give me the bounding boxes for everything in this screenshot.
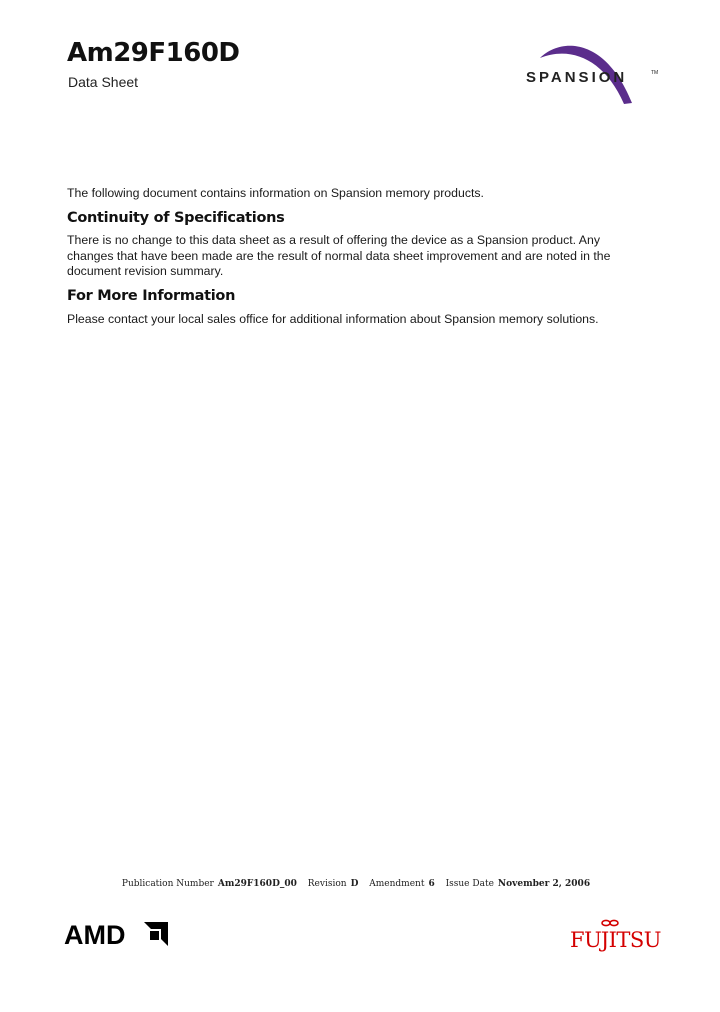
revision-label: Revision (307, 879, 347, 889)
amd-logo (64, 918, 174, 950)
pub-number-label: Publication Number (121, 879, 214, 889)
fujitsu-logo-text: FUJITSU (570, 928, 662, 952)
issue-date-label: Issue Date (445, 879, 494, 889)
spansion-logo-text: SPANSION (526, 69, 628, 86)
amd-arrow-icon (144, 922, 168, 946)
document-subtitle: Data Sheet (68, 74, 139, 90)
pub-number-value: Am29F160D_00 (217, 879, 297, 889)
section-body-more-info (67, 312, 667, 328)
document-title: Am29F160D (67, 38, 240, 68)
amd-logo-text: AMD (64, 920, 126, 950)
fujitsu-infinity-icon (602, 920, 618, 925)
section-body-continuity (67, 233, 667, 280)
spansion-tm: TM (651, 70, 659, 76)
amendment-value: 6 (428, 879, 435, 889)
paragraph-line: document revision summary. (67, 264, 224, 278)
fujitsu-logo (568, 918, 668, 954)
revision-value: D (350, 879, 359, 889)
intro-text: The following document contains information on Spansion memory products. (67, 186, 484, 200)
section-heading-more-info: For More Information (67, 288, 236, 304)
amendment-label: Amendment (369, 879, 425, 889)
issue-date-value: November 2, 2006 (497, 879, 591, 889)
paragraph-line: There is no change to this data sheet as a result of offering the device as a Spansion product. Any (67, 233, 600, 247)
spansion-logo (520, 38, 660, 108)
section-heading-continuity: Continuity of Specifications (67, 210, 285, 226)
paragraph-line: changes that have been made are the result of normal data sheet improvement and are noted in the (67, 248, 611, 263)
publication-info (0, 879, 720, 889)
paragraph-line: Please contact your local sales office for additional information about Spansion memory solutions. (67, 312, 599, 326)
